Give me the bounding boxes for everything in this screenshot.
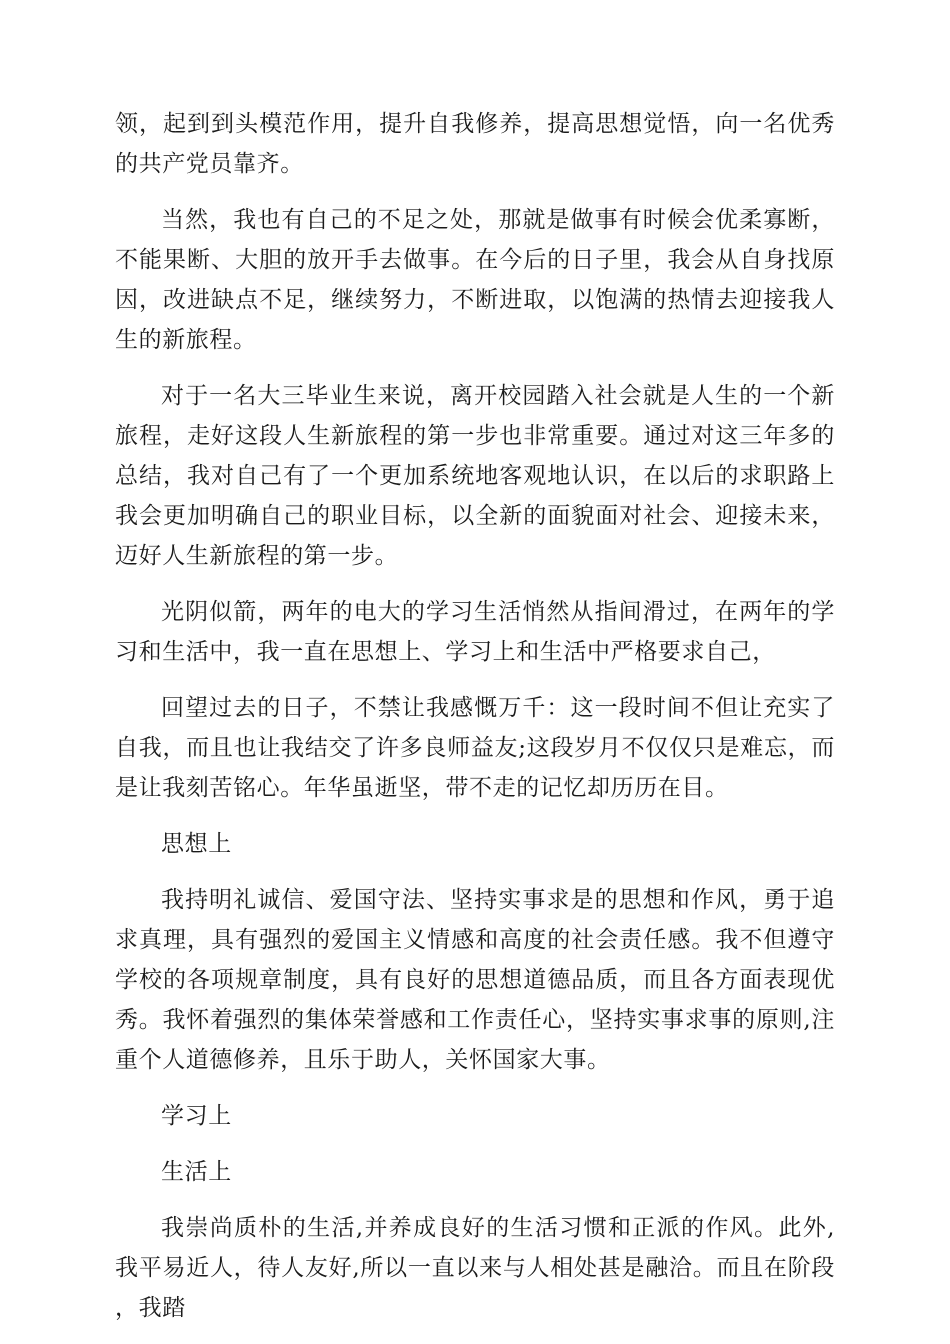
paragraph-looking-back: 回望过去的日子，不禁让我感慨万千：这一段时间不但让充实了自我，而且也让我结交了许多良师益友;这段岁月不仅仅只是难忘，而是让我刻苦铭心。年华虽逝坚，带不走的记忆却历历在目。 [115,695,835,801]
paragraph-graduate: 对于一名大三毕业生来说，离开校园踏入社会就是人生的一个新旅程，走好这段人生新旅程的第一步也非常重要。通过对这三年多的总结，我对自己有了一个更加系统地客观地认识，在以后的求职路上我会更加明确自己的职业目标，以全新的面貌面对社会、迎接未来，迈好人生新旅程的第一步。 [115,383,835,569]
paragraph-life: 我崇尚质朴的生活,并养成良好的生活习惯和正派的作风。此外,我平易近人，待人友好,所以一直以来与人相处甚是融洽。而且在阶段，我踏 [115,1215,835,1321]
paragraph-time-flies: 光阴似箭，两年的电大的学习生活悄然从指间滑过，在两年的学习和生活中，我一直在思想上、学习上和生活中严格要求自己， [115,599,835,665]
paragraph-shortcomings: 当然，我也有自己的不足之处，那就是做事有时候会优柔寡断，不能果断、大胆的放开手去做事。在今后的日子里，我会从自身找原因，改进缺点不足，继续努力，不断进取，以饱满的热情去迎接我人生的新旅程。 [115,207,835,353]
document-body [115,104,835,1328]
paragraph-thought: 我持明礼诚信、爱国守法、坚持实事求是的思想和作风，勇于追求真理，具有强烈的爱国主义情感和高度的社会责任感。我不但遵守学校的各项规章制度，具有良好的思想道德品质，而且各方面表现优秀。我怀着强烈的集体荣誉感和工作责任心，坚持实事求事的原则,注重个人道德修养，且乐于助人，关怀国家大事。 [115,887,835,1073]
heading-study: 学习上 [161,1103,232,1129]
heading-life: 生活上 [161,1159,232,1185]
heading-thought: 思想上 [161,831,232,857]
paragraph-continuation: 领，起到到头模范作用，提升自我修养，提高思想觉悟，向一名优秀的共产党员靠齐。 [115,111,835,177]
